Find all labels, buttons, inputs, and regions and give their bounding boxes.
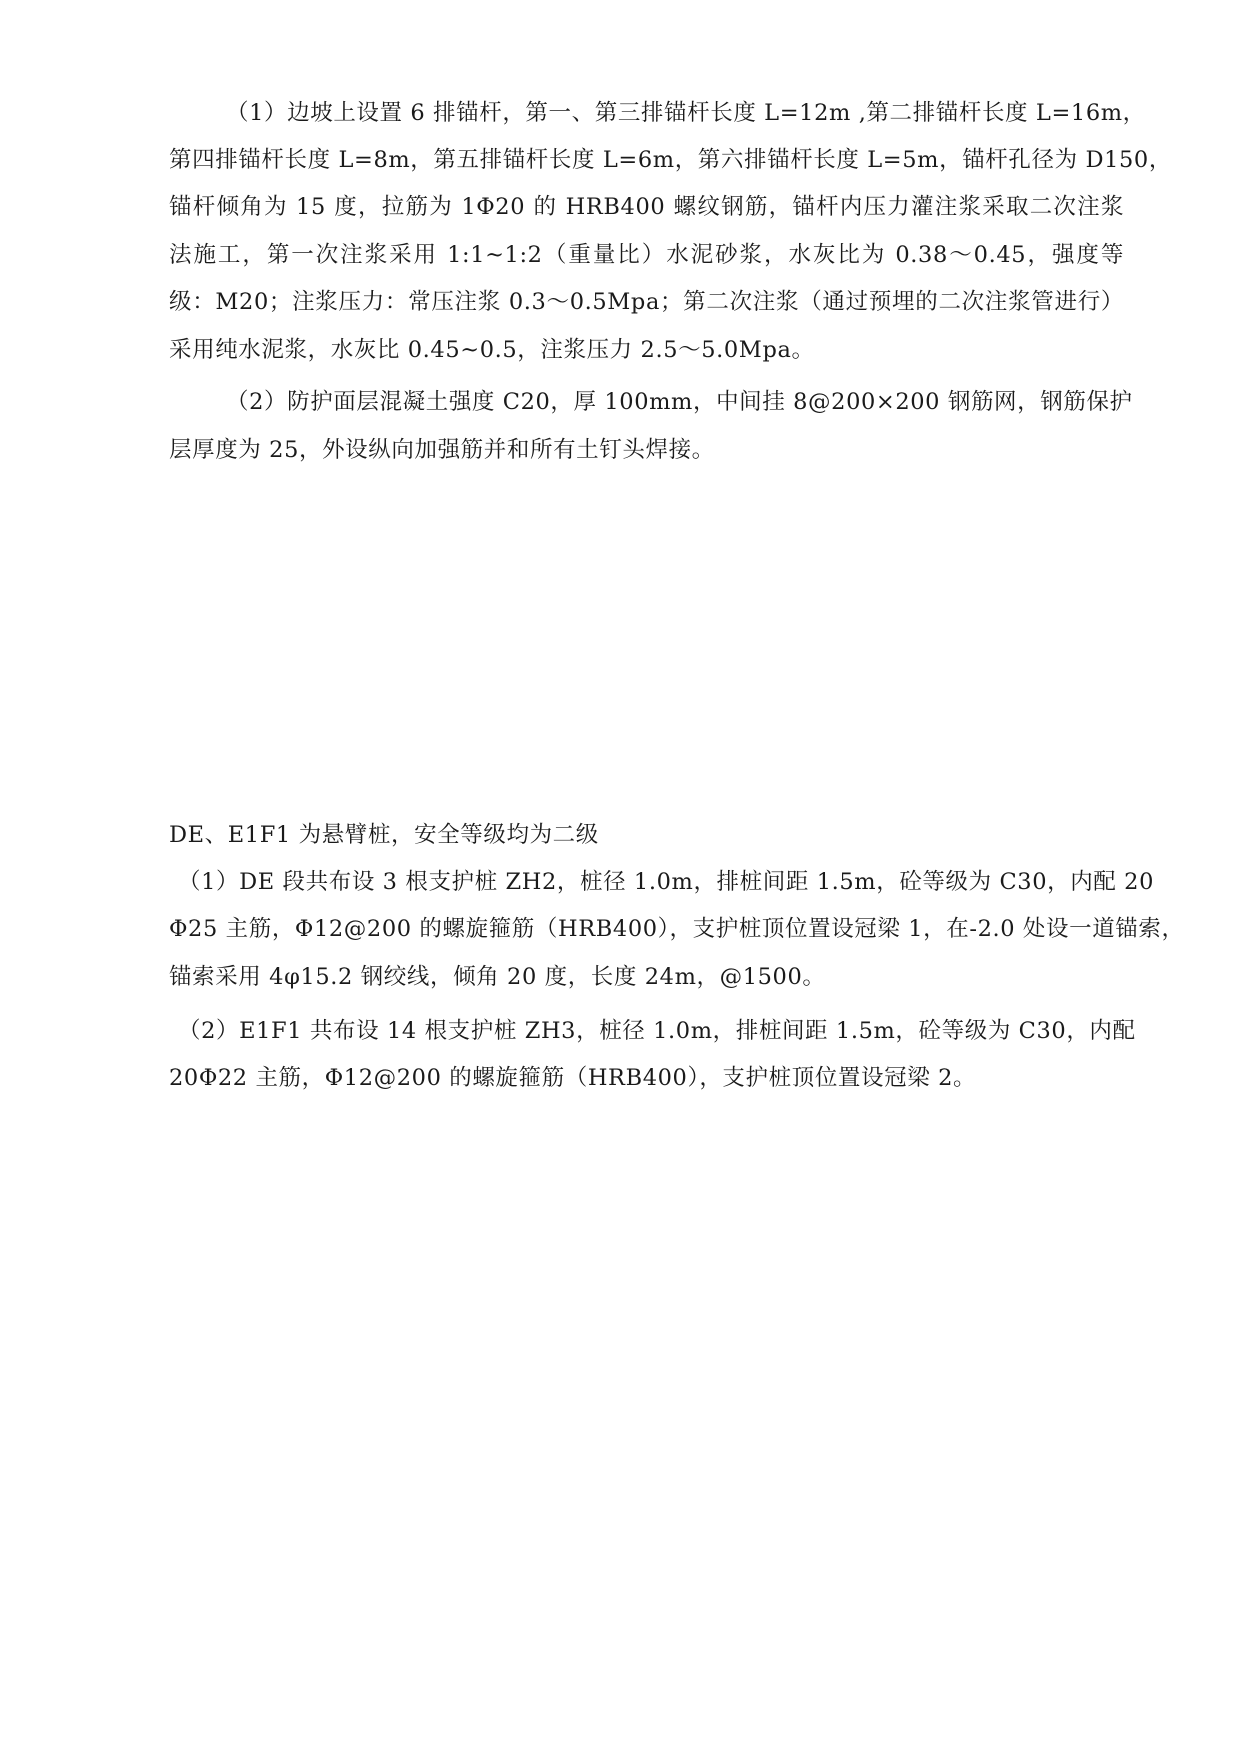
paragraph-2-line-1: （2）防护面层混凝土强度 C20，厚 100mm，中间挂 8@200×200 钢筋网，钢筋保护 xyxy=(226,389,1133,415)
paragraph-3-line-3: 锚索采用 4φ15.2 钢绞线，倾角 20 度，长度 24m，@1500。 xyxy=(169,964,826,990)
paragraph-1-line-5: 级：M20；注浆压力：常压注浆 0.3～0.5Mpa；第二次注浆（通过预埋的二次注浆管进行） xyxy=(169,289,1124,315)
paragraph-1-line-4: 法施工，第一次注浆采用 1:1~1:2（重量比）水泥砂浆，水灰比为 0.38～0.45，强度等 xyxy=(169,242,1124,268)
paragraph-1-line-3: 锚杆倾角为 15 度，拉筋为 1Φ20 的 HRB400 螺纹钢筋，锚杆内压力灌注浆采取二次注浆 xyxy=(169,194,1124,220)
paragraph-1-line-6: 采用纯水泥浆，水灰比 0.45~0.5，注浆压力 2.5～5.0Mpa。 xyxy=(169,337,815,363)
paragraph-1-line-1: （1）边坡上设置 6 排锚杆，第一、第三排锚杆长度 L=12m ,第二排锚杆长度 L=16m， xyxy=(226,100,1146,126)
paragraph-3-line-1: （1）DE 段共布设 3 根支护桩 ZH2，桩径 1.0m，排桩间距 1.5m，砼等级为 C30，内配 20 xyxy=(178,869,1154,895)
paragraph-1-line-2: 第四排锚杆长度 L=8m，第五排锚杆长度 L=6m，第六排锚杆长度 L=5m，锚杆孔径为 D150， xyxy=(169,147,1172,173)
paragraph-3-line-2: Φ25 主筋，Φ12@200 的螺旋箍筋（HRB400），支护桩顶位置设冠梁 1，在-2.0 处设一道锚索， xyxy=(169,916,1185,942)
paragraph-4-line-2: 20Φ22 主筋，Φ12@200 的螺旋箍筋（HRB400），支护桩顶位置设冠梁 2。 xyxy=(169,1065,977,1091)
paragraph-4-line-1: （2）E1F1 共布设 14 根支护桩 ZH3，桩径 1.0m，排桩间距 1.5m，砼等级为 C30，内配 xyxy=(178,1018,1136,1044)
section-heading: DE、E1F1 为悬臂桩，安全等级均为二级 xyxy=(169,822,599,848)
paragraph-2-line-2: 层厚度为 25，外设纵向加强筋并和所有土钉头焊接。 xyxy=(169,437,715,463)
